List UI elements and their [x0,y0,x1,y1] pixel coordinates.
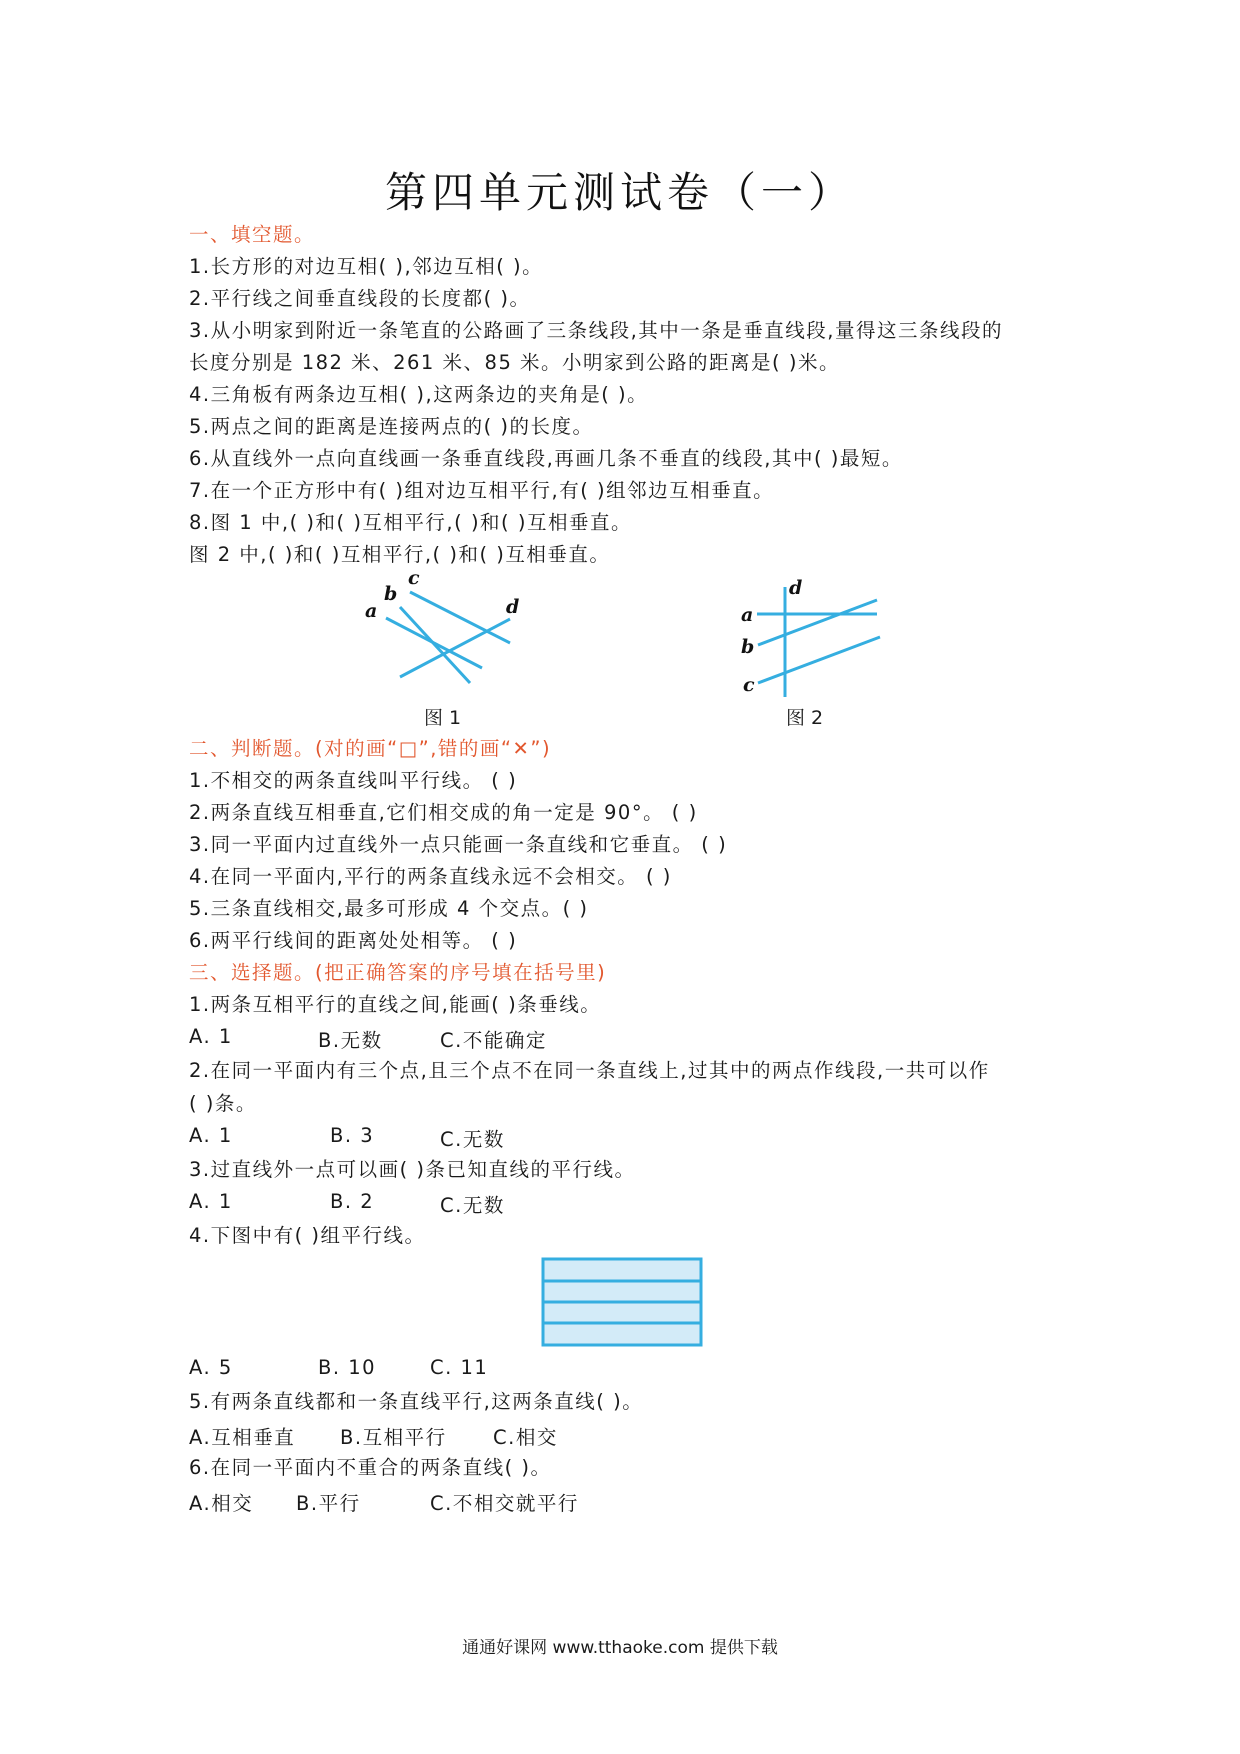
fig2-label-d: d [789,577,803,599]
fig1-label-c: c [408,567,420,589]
choice-2-option-b: B. 3 [330,1124,375,1147]
choice-1-option-a: A. 1 [189,1025,233,1048]
fill-question-8-line-1: 8.图 1 中,( )和( )互相平行,( )和( )互相垂直。 [189,511,632,534]
choice-3-option-c: C.无数 [440,1194,505,1217]
fill-question-5: 5.两点之间的距离是连接两点的( )的长度。 [189,415,594,438]
choice-question-6: 6.在同一平面内不重合的两条直线( )。 [189,1456,552,1479]
choice-question-4: 4.下图中有( )组平行线。 [189,1224,426,1247]
fig2-label-c: c [743,674,755,696]
fill-question-7: 7.在一个正方形中有( )组对边互相平行,有( )组邻边互相垂直。 [189,479,775,502]
fill-question-8-line-2: 图 2 中,( )和( )互相平行,( )和( )互相垂直。 [189,543,611,566]
choice-5-option-b: B.互相平行 [340,1426,447,1449]
choice-6-option-a: A.相交 [189,1492,254,1515]
figure-2-diagram [740,575,890,705]
fill-question-3-line-1: 3.从小明家到附近一条笔直的公路画了三条线段,其中一条是垂直线段,量得这三条线段的 [189,319,1004,342]
choice-1-option-c: C.不能确定 [440,1029,547,1052]
fig1-label-a: a [365,600,378,622]
choice-6-option-b: B.平行 [296,1492,361,1515]
choice-4-option-b: B. 10 [318,1356,377,1379]
choice-1-option-b: B.无数 [318,1029,383,1052]
judge-question-4: 4.在同一平面内,平行的两条直线永远不会相交。 ( ) [189,865,672,888]
fig2-label-a: a [741,604,754,626]
choice-question-2-line-1: 2.在同一平面内有三个点,且三个点不在同一条直线上,过其中的两点作线段,一共可以作 [189,1059,990,1082]
fig2-label-b: b [741,636,755,658]
page-title: 第四单元测试卷（一） [384,168,855,217]
parallel-lines-rectangle-figure [540,1256,706,1348]
fill-question-4: 4.三角板有两条边互相( ),这两条边的夹角是( )。 [189,383,649,406]
choice-4-option-a: A. 5 [189,1356,233,1379]
judge-question-1: 1.不相交的两条直线叫平行线。 ( ) [189,769,518,792]
fig1-label-b: b [384,583,398,605]
choice-6-option-c: C.不相交就平行 [430,1492,579,1515]
choice-5-option-a: A.互相垂直 [189,1426,296,1449]
section-heading-judge: 二、判断题。(对的画“□”,错的画“✕”) [189,737,552,760]
judge-question-6: 6.两平行线间的距离处处相等。 ( ) [189,929,518,952]
choice-question-1: 1.两条互相平行的直线之间,能画( )条垂线。 [189,993,602,1016]
section-heading-choice: 三、选择题。(把正确答案的序号填在括号里) [189,961,607,984]
fig1-label-d: d [506,596,520,618]
choice-3-option-a: A. 1 [189,1190,233,1213]
judge-question-3: 3.同一平面内过直线外一点只能画一条直线和它垂直。 ( ) [189,833,728,856]
choice-4-option-c: C. 11 [430,1356,489,1379]
judge-question-2: 2.两条直线互相垂直,它们相交成的角一定是 90°。 ( ) [189,801,698,824]
choice-question-5: 5.有两条直线都和一条直线平行,这两条直线( )。 [189,1390,644,1413]
fig1-caption: 图 1 [424,707,462,729]
fig2-line-c [758,637,880,683]
choice-2-option-c: C.无数 [440,1128,505,1151]
fig2-line-b [758,600,877,645]
fill-question-3-line-2: 长度分别是 182 米、261 米、85 米。小明家到公路的距离是( )米。 [189,351,840,374]
fill-question-1: 1.长方形的对边互相( ),邻边互相( )。 [189,255,544,278]
choice-2-option-a: A. 1 [189,1124,233,1147]
choice-3-option-b: B. 2 [330,1190,375,1213]
page-footer: 通通好课网 www.tthaoke.com 提供下载 [462,1638,778,1658]
fill-question-2: 2.平行线之间垂直线段的长度都( )。 [189,287,531,310]
choice-5-option-c: C.相交 [493,1426,558,1449]
fig2-caption: 图 2 [786,707,824,729]
fill-question-6: 6.从直线外一点向直线画一条垂直线段,再画几条不垂直的线段,其中( )最短。 [189,447,903,470]
judge-question-5: 5.三条直线相交,最多可形成 4 个交点。( ) [189,897,589,920]
choice-question-2-line-2: ( )条。 [189,1092,257,1115]
choice-question-3: 3.过直线外一点可以画( )条已知直线的平行线。 [189,1158,636,1181]
section-heading-fill: 一、填空题。 [189,223,316,246]
